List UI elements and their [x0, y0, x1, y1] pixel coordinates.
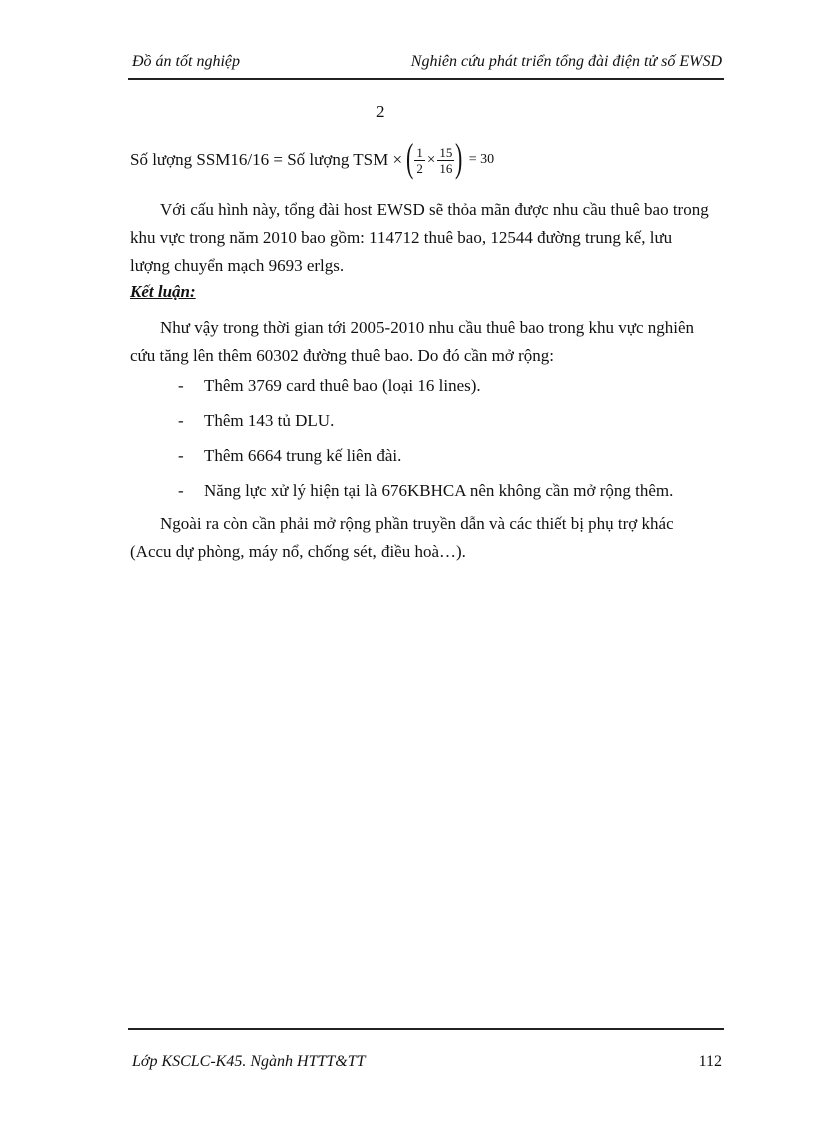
list-item	[178, 372, 673, 407]
bullet-dash: -	[178, 481, 184, 500]
footer-page-number: 112	[698, 1053, 722, 1070]
fraction-1-numerator: 1	[416, 144, 423, 160]
page-header	[130, 52, 722, 72]
paragraph-line: Như vậy trong thời gian tới 2005-2010 nhu cầu thuê bao trong khu vực nghiên	[160, 318, 695, 337]
fraction-1-denominator: 2	[416, 160, 423, 176]
formula-fraction-1	[414, 145, 425, 176]
list-item	[178, 407, 673, 442]
fraction-2-numerator: 15	[439, 144, 453, 160]
footer-divider	[128, 1028, 724, 1030]
list-item-text: Năng lực xử lý hiện tại là 676KBHCA nên không cần mở rộng thêm.	[204, 481, 674, 500]
paragraph-line: (Accu dự phòng, máy nổ, chống sét, điều hoà…).	[130, 542, 466, 561]
header-divider	[128, 78, 724, 80]
bullet-dash: -	[178, 411, 184, 430]
additional-paragraph	[130, 510, 730, 566]
paragraph-line: lượng chuyển mạch 9693 erlgs.	[130, 256, 345, 275]
configuration-paragraph	[130, 196, 730, 280]
paragraph-line: Với cấu hình này, tổng đài host EWSD sẽ thỏa mãn được nhu cầu thuê bao trong	[160, 200, 709, 219]
footer-class-info: Lớp KSCLC-K45. Ngành HTTT&TT	[132, 1053, 366, 1070]
ssm-formula	[130, 135, 495, 180]
top-number: 2	[376, 102, 385, 121]
paragraph-line: khu vực trong năm 2010 bao gồm: 114712 thuê bao, 12544 đường trung kế, lưu	[130, 228, 673, 247]
formula-lhs: Số lượng SSM16/16 = Số lượng TSM ×	[130, 150, 403, 169]
list-item-text: Thêm 3769 card thuê bao (loại 16 lines).	[204, 376, 481, 395]
list-item-text: Thêm 143 tủ DLU.	[204, 411, 335, 430]
header-document-type: Đồ án tốt nghiệp	[132, 53, 240, 70]
fraction-2-denominator: 16	[439, 160, 453, 176]
conclusion-heading: Kết luận:	[130, 282, 196, 301]
formula-open-paren: (	[406, 135, 414, 180]
formula-result: = 30	[468, 152, 495, 167]
conclusion-paragraph	[130, 314, 730, 370]
bullet-dash: -	[178, 376, 184, 395]
list-item-text: Thêm 6664 trung kế liên đài.	[204, 446, 402, 465]
list-item	[178, 477, 673, 512]
paragraph-line: Ngoài ra còn cần phải mở rộng phần truyền dẫn và các thiết bị phụ trợ khác	[160, 514, 674, 533]
expansion-list	[178, 372, 673, 512]
list-item	[178, 442, 673, 477]
formula-times: ×	[426, 151, 436, 168]
bullet-dash: -	[178, 446, 184, 465]
formula-close-paren: )	[455, 135, 463, 180]
formula-fraction-2	[437, 145, 454, 176]
header-document-title: Nghiên cứu phát triển tổng đài điện tử số EWSD	[410, 53, 722, 70]
paragraph-line: cứu tăng lên thêm 60302 đường thuê bao. Do đó cần mở rộng:	[130, 346, 555, 365]
